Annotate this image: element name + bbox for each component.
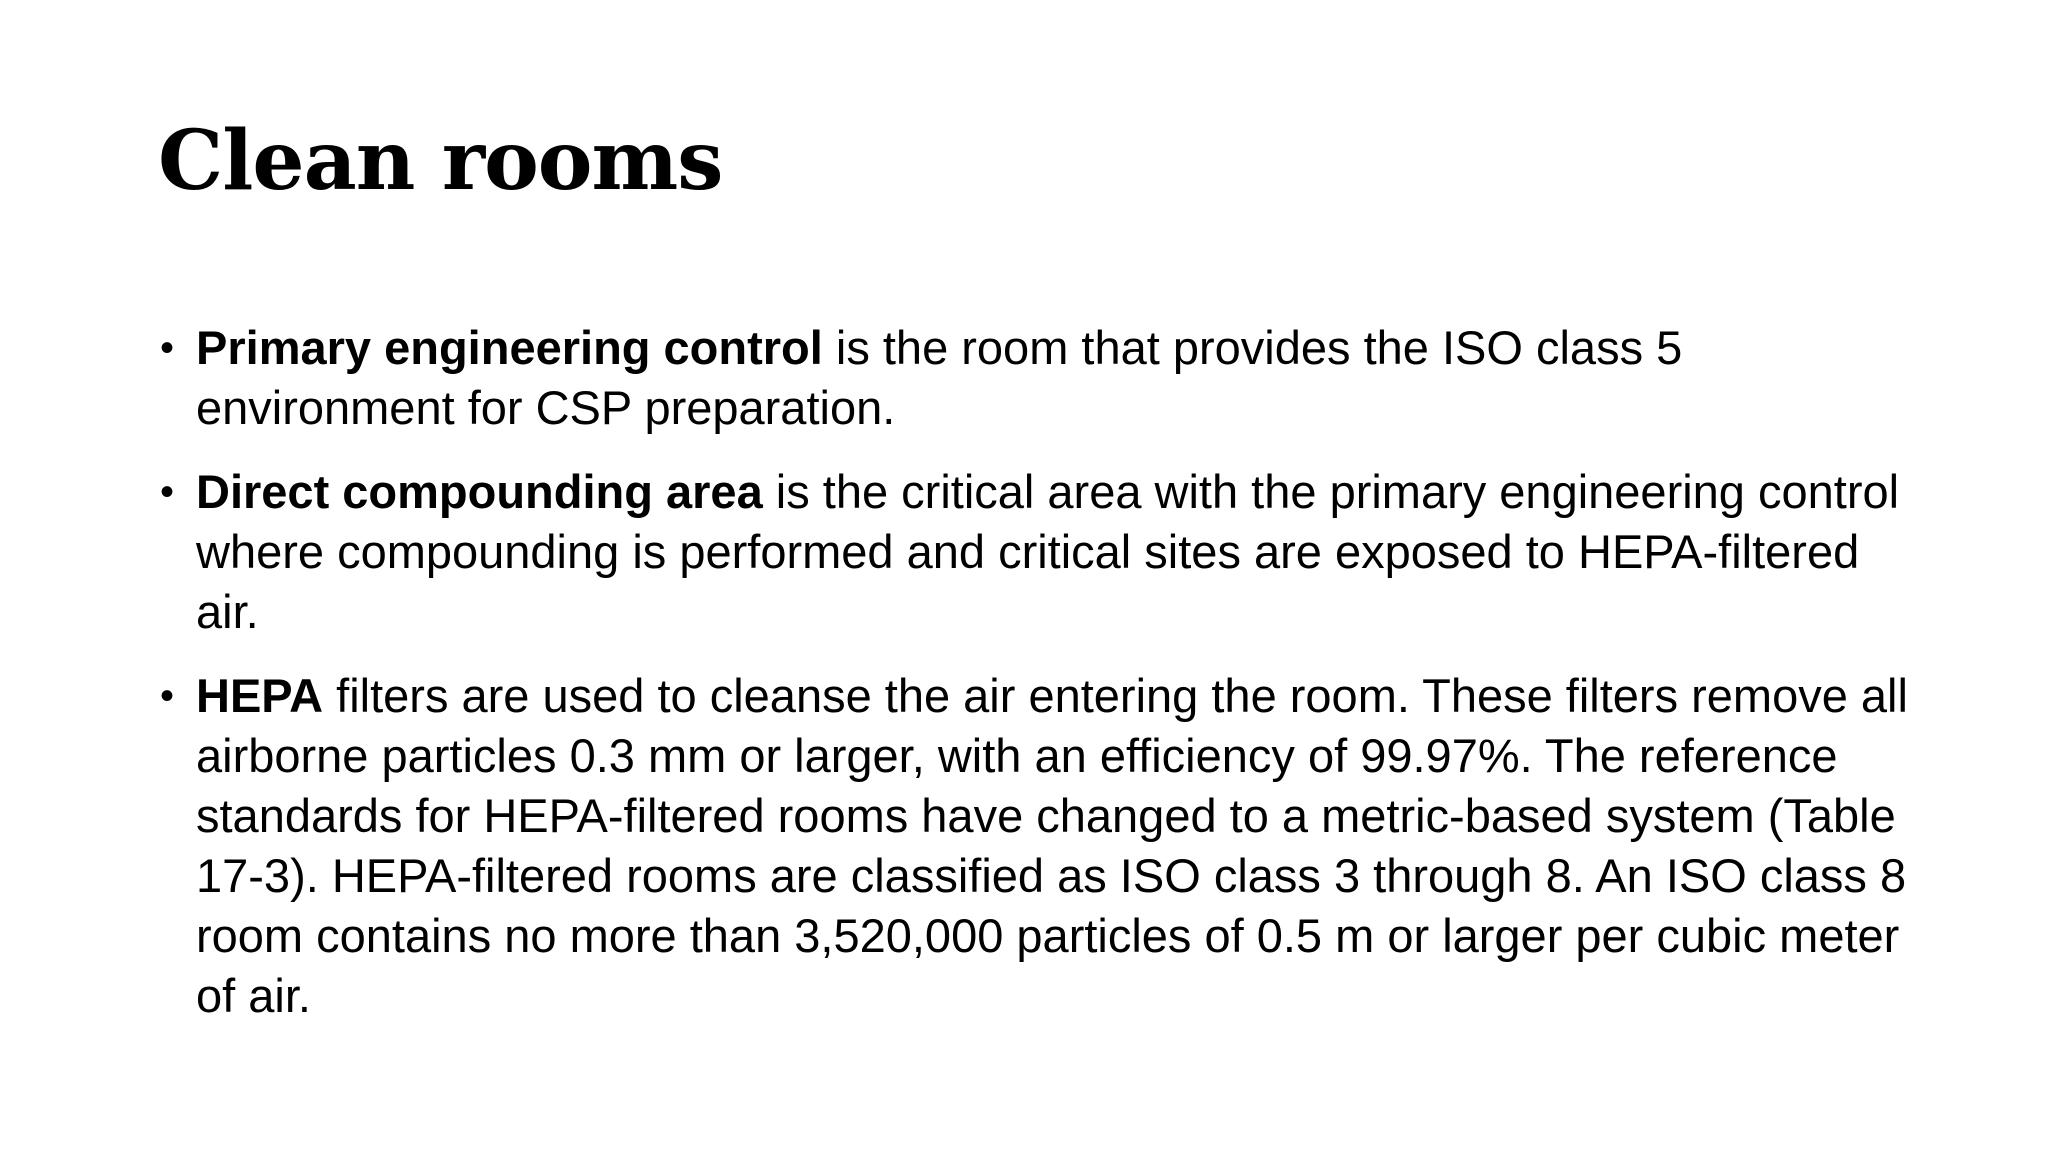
bullet-icon: •	[160, 326, 175, 370]
bullet-text: filters are used to cleanse the air entering the room. These filters remove all airborne particles 0.3 mm or larger, with an efficiency of 99.97%. The reference standards for HEPA-filtered rooms have changed to a metric-based system (Table 17-3). HEPA-filtered rooms are classified as ISO class 3 through 8. An ISO class 8 room contains no more than 3,520,000 particles of 0.5 m or larger per cubic meter of air.	[196, 669, 1908, 1022]
slide-title: Clean rooms	[158, 113, 723, 209]
bullet-text: is the critical area with the primary engineering control where compounding is performed and critical sites are exposed to HEPA-filtered air.	[196, 465, 1900, 638]
list-item	[160, 318, 1920, 438]
bullet-term: Direct compounding area	[196, 465, 763, 518]
bullet-text: is the room that provides the ISO class 5 environment for CSP preparation.	[196, 321, 1683, 434]
list-item	[160, 462, 1920, 642]
bullet-icon: •	[160, 470, 175, 514]
bullet-term: HEPA	[196, 669, 324, 722]
list-item	[160, 666, 1920, 1026]
bullet-list	[160, 318, 1920, 1050]
bullet-term: Primary engineering control	[196, 321, 823, 374]
bullet-icon: •	[160, 674, 175, 718]
